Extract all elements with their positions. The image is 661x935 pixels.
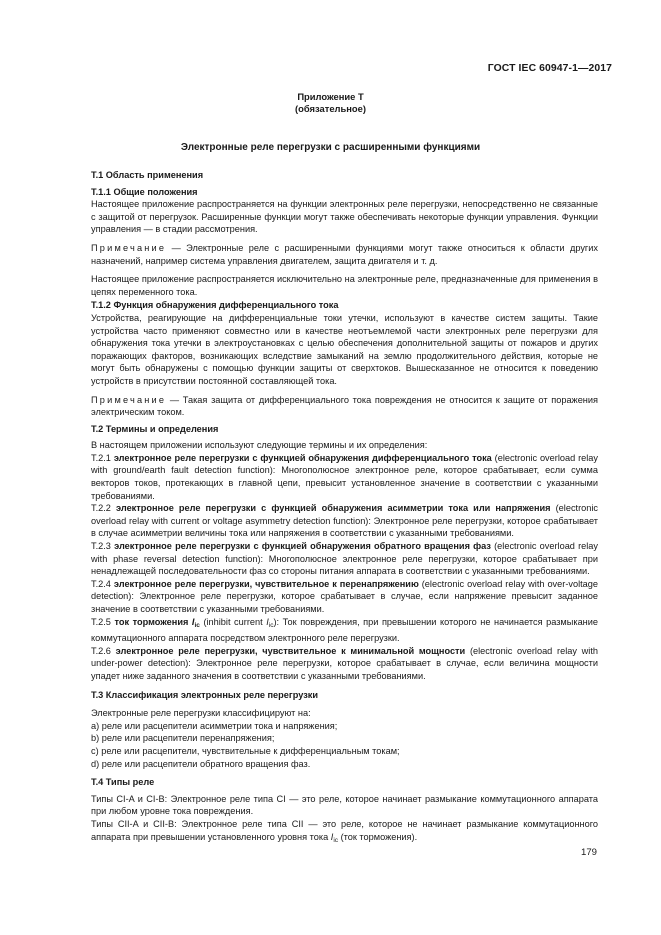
term-t25 <box>91 616 598 645</box>
section-t3-heading: Т.3 Классификация электронных реле перегрузки <box>91 689 319 700</box>
section-t2-heading: Т.2 Термины и определения <box>91 423 219 434</box>
section-t4-heading: Т.4 Типы реле <box>91 777 155 788</box>
term-definition-b: ): Ток повреждения, при превышении которого не начинается размыкание коммутационного аппарата посредством электронного реле перегрузки. <box>91 616 598 644</box>
symbol-i: I <box>266 616 269 627</box>
term-number: Т.2.2 <box>91 503 111 514</box>
section-t2-intro: В настоящем приложении используют следующие термины и их определения: <box>91 440 428 451</box>
symbol-subscript: ic <box>333 836 339 844</box>
annex-title: Электронные реле перегрузки с расширенными функциями <box>180 142 481 153</box>
term-number: Т.2.3 <box>91 541 111 552</box>
section-t11-heading: Т.1.1 Общие положения <box>91 186 198 197</box>
term-definition: (electronic overload relay with over-voltage detection): Электронное реле перегрузки, которое срабатывает в случае, если напряжение превысит заданное значение в соответствии с указанными требованиями. <box>91 578 599 614</box>
term-definition: (electronic overload relay with current or voltage asymmetry detection function): Электронное реле перегрузки, которое срабатывает в случае асимметрии величины тока или напряжения в соответствии с указанными требованиями. <box>91 503 598 539</box>
term-definition: (electronic overload relay with under-power detection): Электронное реле перегрузки, которое срабатывает в случае, если величина мощности упадет ниже заданного значения в соответствии с указанными требованиями. <box>91 645 598 681</box>
classification-item: a) реле или расцепители асимметрии тока и напряжения; <box>91 720 338 731</box>
note-2 <box>91 394 598 419</box>
note-label: Примечание <box>91 242 167 253</box>
term-t24 <box>91 578 598 616</box>
symbol-subscript: ic <box>268 621 274 629</box>
document-body <box>91 169 598 847</box>
term-t26 <box>91 645 598 683</box>
paragraph-text-a: Типы CII-A и CII-B: Электронное реле типа CII — это реле, которое не начинает размыкание коммутационного аппарата при превышении установленного уровня тока <box>91 818 598 842</box>
symbol-i: I <box>191 616 195 627</box>
section-t3-intro: Электронные реле перегрузки классифицируют на: <box>91 708 311 719</box>
section-t12-paragraph-1: Устройства, реагирующие на дифференциальные токи утечки, используют в качестве систем защиты. Такие устройства часто применяют совместно или в качестве неотъемлемой части электронных реле перегрузки для обнаружения тока утечки в электроустановках с целью обеспечения дополнительной защиты от пожаров и других поражающих факторов, возникающих вследствие замыканий на землю продолжительного действия, которые не могут быть обнаружены с помощью функции защиты от сверхтоков. Вышесказанное не относится к поведению устройств в присутствии постоянной составляющей тока. <box>91 312 598 386</box>
page-number: 179 <box>580 847 597 858</box>
symbol-subscript: ic <box>194 621 200 629</box>
term-t22 <box>91 502 598 540</box>
classification-item: d) реле или расцепители обратного вращения фаз. <box>91 758 311 769</box>
term-name: электронное реле перегрузки с функцией обнаружения асимметрии тока или напряжения <box>116 503 551 514</box>
note-label: Примечание <box>91 394 167 405</box>
term-name: электронное реле перегрузки с функцией обнаружения дифференциального тока <box>113 452 492 463</box>
term-t21 <box>91 452 598 502</box>
standard-header: ГОСТ IEC 60947-1—2017 <box>487 63 612 74</box>
annex-status: (обязательное) <box>295 103 366 114</box>
term-definition-a: (inhibit current <box>199 616 267 627</box>
term-name: ток торможения <box>114 616 189 627</box>
note-text: — Такая защита от дифференциального тока повреждения не относится к защите от поражения электрическим током. <box>91 394 598 418</box>
section-t11-paragraph-1 <box>91 198 598 236</box>
term-definition: (electronic overload relay with phase reversal detection function): Многополюсное электронное реле перегрузки, которое срабатывает при ненадлежащей последовательности фаз со стороны питания аппарата в соответствии с указанными требованиями. <box>91 541 598 577</box>
classification-item: c) реле или расцепители, чувствительные к дифференциальным токам; <box>91 745 400 756</box>
annex-label: Приложение Т <box>297 91 364 102</box>
section-t12-heading: Т.1.2 Функция обнаружения дифференциального тока <box>91 300 339 311</box>
term-name: электронное реле перегрузки с функцией обнаружения обратного вращения фаз <box>114 541 491 552</box>
section-t4-paragraph-2 <box>91 818 598 847</box>
term-number: Т.2.1 <box>91 452 111 463</box>
term-definition: (electronic overload relay with ground/earth fault detection function): Многополюсное электронное реле, которое срабатывает, если сумма векторов токов, протекающих в главной цепи, превысит установленное значение в соответствии с указанными требованиями. <box>91 452 598 501</box>
section-t1-heading: Т.1 Область применения <box>91 170 204 180</box>
term-t23 <box>91 540 598 578</box>
classification-item: b) реле или расцепители перенапряжения; <box>91 733 275 744</box>
term-name: электронное реле перегрузки, чувствительное к минимальной мощности <box>115 645 466 656</box>
term-number: Т.2.5 <box>91 616 111 627</box>
note-1 <box>91 242 598 267</box>
section-t11-paragraph-2: Настоящее приложение распространяется исключительно на электронные реле, предназначенные для применения в цепях переменного тока. <box>91 274 598 297</box>
paragraph-text-b: (ток торможения). <box>338 831 418 842</box>
symbol-i: I <box>330 831 334 842</box>
note-text: — Электронные реле с расширенными функциями могут также относиться к области других назначений, например система управления двигателем, защита двигателя и т. д. <box>91 242 598 266</box>
section-t4-paragraph-1: Типы CI-A и CI-B: Электронное реле типа CI — это реле, которое начинает размыкание коммутационного аппарата при любом уровне тока повреждения. <box>91 793 598 817</box>
term-number: Т.2.4 <box>91 578 111 589</box>
term-number: Т.2.6 <box>91 645 111 656</box>
term-name: электронное реле перегрузки, чувствительное к перенапряжению <box>113 578 419 589</box>
paragraph-text: Настоящее приложение распространяется на функции электронных реле перегрузки, непосредственно не связанные с защитой от перегрузок. Расширенные функции могут также обеспечивать некоторые функции управления. Функции управления — в стадии рассмотрения. <box>91 199 598 235</box>
